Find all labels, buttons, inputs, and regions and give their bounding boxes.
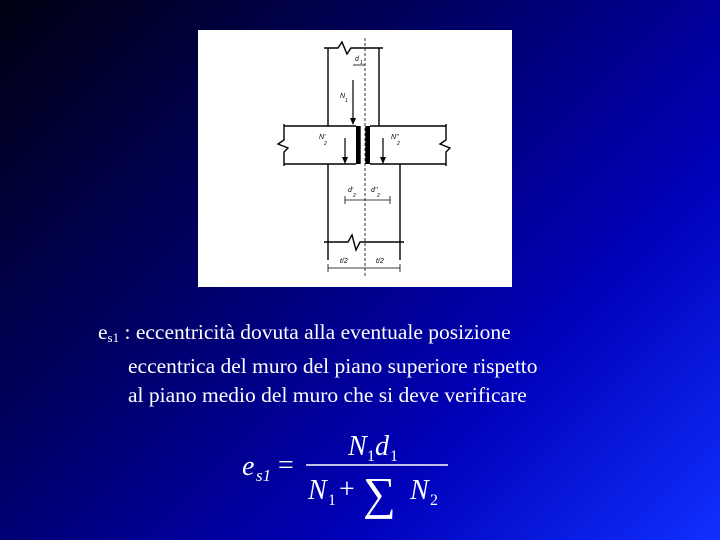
denominator-plus: + bbox=[339, 474, 355, 505]
numerator-d: d bbox=[375, 431, 389, 462]
label-n2-prime: N' bbox=[319, 134, 326, 141]
denominator-n2: N bbox=[410, 475, 429, 506]
label-d1-sub: 1 bbox=[360, 60, 363, 66]
eccentricity-formula bbox=[240, 425, 460, 520]
label-t-half-left: t/2 bbox=[340, 258, 348, 265]
label-d1: d bbox=[355, 56, 359, 63]
symbol-e: e bbox=[98, 320, 108, 344]
upper-break-line bbox=[324, 42, 383, 54]
label-d2-second: d'' bbox=[371, 187, 378, 194]
eccentricity-description bbox=[98, 318, 638, 410]
label-d2-second-sub: 2 bbox=[377, 193, 380, 199]
wall-floor-junction-diagram bbox=[198, 30, 512, 287]
denominator-n2-sub: 2 bbox=[430, 492, 438, 509]
symbol-sub: s1 bbox=[107, 330, 120, 345]
formula-lhs: e bbox=[242, 451, 255, 482]
label-n1: N bbox=[340, 93, 346, 100]
denominator-n1-sub: 1 bbox=[328, 492, 336, 509]
slab-right-break bbox=[440, 124, 450, 166]
numerator-d-sub: 1 bbox=[390, 448, 398, 465]
denominator-n1: N bbox=[308, 475, 327, 506]
sigma-symbol: ∑ bbox=[363, 468, 396, 519]
description-line-2: eccentrica del muro del piano superiore rispetto bbox=[128, 354, 538, 378]
slab-left-break bbox=[278, 124, 288, 166]
label-n2-second-sub: 2 bbox=[397, 141, 400, 147]
label-n1-sub: 1 bbox=[345, 98, 348, 104]
label-t-half-right: t/2 bbox=[376, 258, 384, 265]
formula-lhs-sub: s1 bbox=[256, 466, 272, 485]
description-line-1 bbox=[98, 318, 638, 352]
label-n2-second: N'' bbox=[391, 134, 399, 141]
numerator-n: N bbox=[348, 431, 367, 462]
label-n2-prime-sub: 2 bbox=[324, 141, 327, 147]
lower-break-line bbox=[324, 235, 404, 250]
label-d2-prime-sub: 2 bbox=[353, 193, 356, 199]
numerator-n-sub: 1 bbox=[367, 448, 375, 465]
label-d2-prime: d' bbox=[348, 187, 354, 194]
description-line-3: al piano medio del muro che si deve verificare bbox=[128, 383, 527, 407]
formula-equals: = bbox=[278, 450, 294, 481]
description-text-1: : eccentricità dovuta alla eventuale posizione bbox=[119, 320, 511, 344]
